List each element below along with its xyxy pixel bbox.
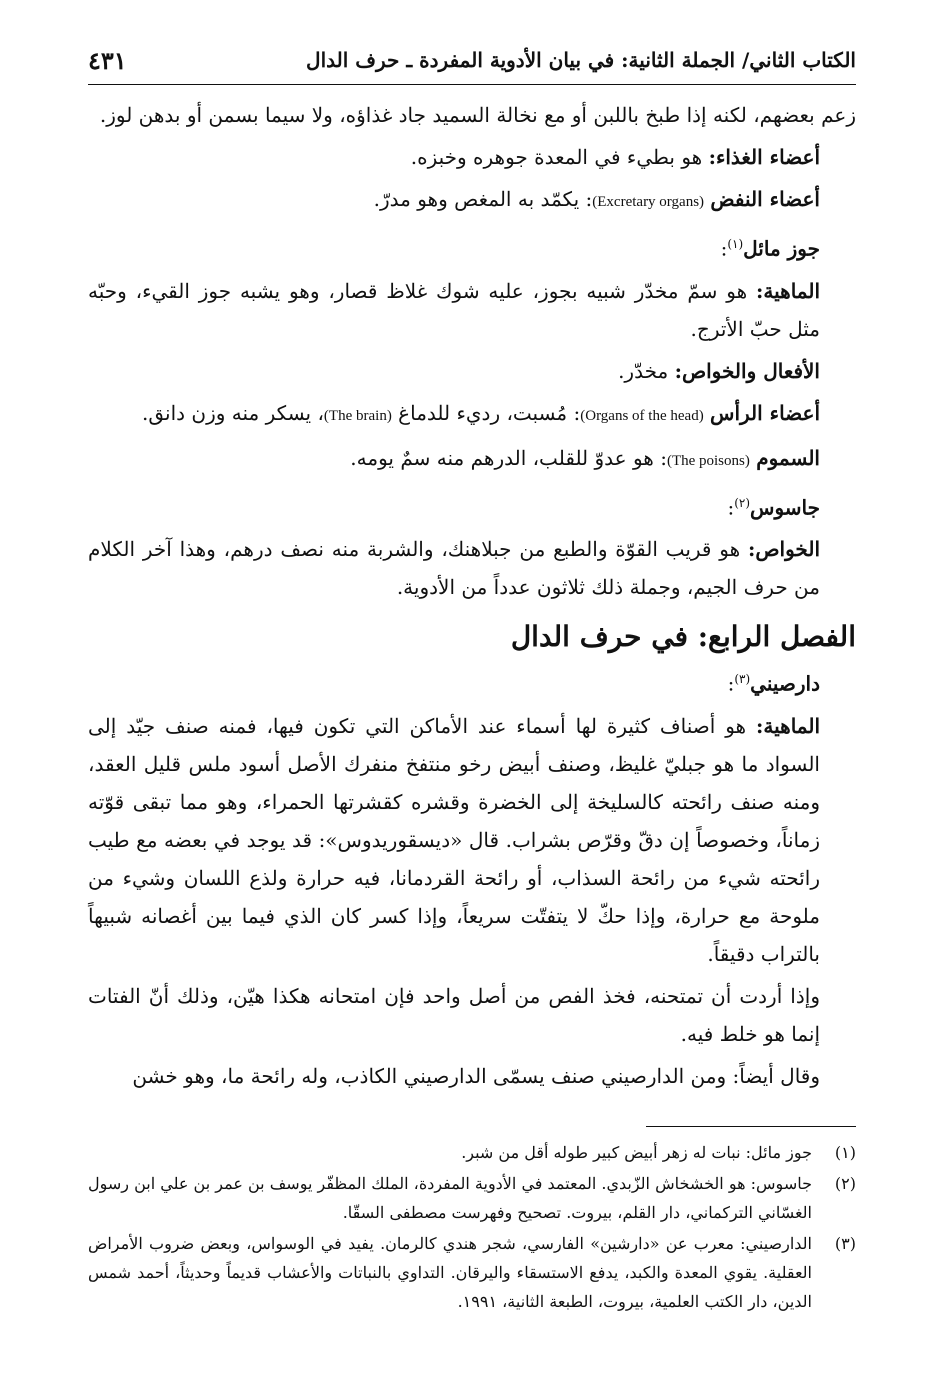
paragraph-text: : (727, 671, 735, 696)
footnote (88, 1138, 856, 1167)
entry-term: الماهية: (756, 713, 820, 738)
paragraph (88, 1057, 856, 1095)
paragraph-text: : يكمّد به المغص وهو مدرّ. (373, 187, 593, 211)
paragraph-text: : (727, 495, 735, 520)
footnote-divider (646, 1126, 856, 1127)
footnote-ref: (٣) (734, 672, 751, 687)
paragraph (88, 530, 856, 606)
page-number: ٤٣١ (88, 45, 127, 75)
paragraph (88, 484, 856, 527)
footnote (88, 1229, 856, 1316)
footnote-text: جاسوس: هو الخشخاش الزّبدي. المعتمد في الأدوية المفردة، الملك المظفّر يوسف بن عمر بن علي ابن رسول الغسّاني التركماني، دار القلم، بيروت. تصحيح وفهرست مصطفى السقّا. (88, 1174, 812, 1222)
footnotes (88, 1138, 856, 1318)
paragraph-text: وإذا أردت أن تمتحنه، فخذ الفص من أصل واحد فإن امتحانه هكذا هيّن، وذلك أنّ الفتات إنما هو خلط فيه. (88, 983, 820, 1046)
entry-term: دارصيني (750, 671, 820, 696)
entry-term: الماهية: (756, 278, 820, 303)
entry-term: أعضاء الغذاء: (708, 145, 820, 169)
page-body (88, 96, 856, 1099)
footnote-number: (٣) (834, 1234, 856, 1253)
entry-term: الخواص: (747, 537, 820, 562)
paragraph-text: مخدّر. (618, 358, 675, 383)
paragraph (88, 138, 856, 176)
paragraph (88, 352, 856, 390)
page-header (88, 36, 856, 85)
paragraph (88, 272, 856, 348)
footnote-ref: (١) (727, 237, 744, 251)
english-gloss: (Organs of the head) (580, 407, 704, 424)
footnote-ref: (٢) (734, 495, 751, 510)
footnote-text: جوز مائل: نبات له زهر أبيض كبير طوله أقل من شبر. (461, 1143, 812, 1162)
paragraph (88, 225, 856, 268)
entry-term: السموم (756, 445, 820, 470)
paragraph-text: : هو عدوّ للقلب، الدرهم منه سمٌ يومه. (350, 445, 667, 470)
footnote-text: الدارصيني: معرب عن «دارشين» الفارسي، شجر هندي كالرمان. يفيد في الوسواس، وبعض ضروب الأمراض العقلية. يقوي المعدة والكبد، يدفع الاستسقاء واليرقان. التداوي بالنباتات والأعشاب قديماً وحديثاً، أحمد شمس الدين، دار الكتب العلمية، بيروت، الطبعة الثانية، ١٩٩١. (88, 1234, 812, 1311)
footnote (88, 1169, 856, 1227)
paragraph-text: زعم بعضهم، لكنه إذا طبخ باللبن أو مع نخالة السميد جاد غذاؤه، ولا سيما بسمن أو بدهن لوز. (99, 103, 856, 127)
chapter-heading: الفصل الرابع: في حرف الدال (510, 620, 856, 654)
paragraph-text: هو قريب القوّة والطبع من جبلاهنك، والشربة منه نصف درهم، وهذا آخر الكلام من حرف الجيم، وجملة ذلك ثلاثون عدداً من الأدوية. (88, 537, 820, 600)
paragraph-text: هو أصناف كثيرة لها أسماء عند الأماكن التي تكون فيها، فمنه صنف جيّد إلى السواد ما هو جبليّ غليظ، وصنف أبيض رخو منتفخ منفرك الأصل أسود ملس قليل العقد، ومنه صنف رائحته كالسليخة إلى الخضرة وقشره كقشرتها الحمراء، وهو مما تبقى قوّته زماناً، وخصوصاً إن دقّ وقرّص بشراب. قال «ديسقوريدوس»: قد يوجد في بعضه مع طيب رائحته شيء من رائحة السذاب، أو رائحة القردمانا، فيه حرارة ولذع اللسان وشيء من ملوحة مع حرارة، وإذا حكّ لا يتفتّت سريعاً، وإذا كسر كان الذي فيما بين أغصانه شبيهاً بالتراب دقيقاً. (88, 713, 820, 966)
paragraph-text: وقال أيضاً: ومن الدارصيني صنف يسمّى الدارصيني الكاذب، وله رائحة ما، وهو خشن (132, 1063, 820, 1088)
english-gloss: (The poisons) (666, 452, 750, 469)
english-gloss: (The brain) (323, 407, 392, 424)
paragraph-text: هو بطيء في المعدة جوهره وخبزه. (410, 145, 709, 169)
paragraph (88, 96, 856, 134)
paragraph (88, 977, 856, 1053)
paragraph (88, 394, 856, 435)
english-gloss: (Excretary organs) (592, 194, 705, 210)
paragraph (88, 439, 856, 480)
paragraph-text: ، يسكر منه وزن دانق. (142, 400, 324, 425)
footnote-number: (١) (834, 1143, 856, 1162)
paragraph-text: : (720, 236, 728, 261)
entry-term: أعضاء الرأس (710, 400, 820, 425)
entry-term: الأفعال والخواص: (674, 358, 820, 383)
entry-term: أعضاء النفض (710, 187, 820, 211)
running-title: الكتاب الثاني/ الجملة الثانية: في بيان الأدوية المفردة ـ حرف الدال (306, 48, 856, 72)
paragraph (88, 660, 856, 703)
entry-term: جاسوس (750, 495, 820, 520)
entry-term: جوز مائل (743, 236, 820, 261)
paragraph (88, 707, 856, 973)
paragraph-text: : مُسبت، رديء للدماغ (391, 400, 581, 425)
paragraph-text: هو سمّ مخدّر شبيه بجوز، عليه شوك غلاظ قصار، وهو يشبه جوز القيء، وحبّه مثل حبّ الأترج. (88, 278, 820, 341)
footnote-number: (٢) (834, 1174, 856, 1193)
paragraph (88, 180, 856, 221)
